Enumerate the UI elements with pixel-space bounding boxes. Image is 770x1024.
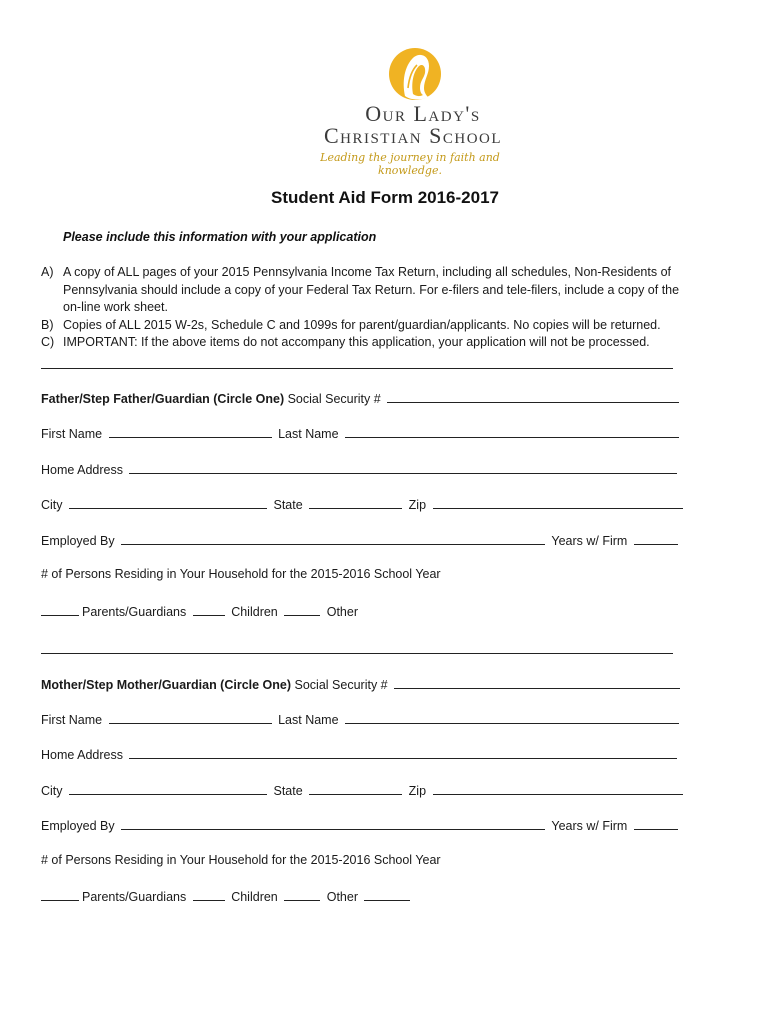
father-zip-field[interactable] xyxy=(433,496,683,509)
mother-parents-field[interactable] xyxy=(41,888,79,901)
father-parents-label: Parents/Guardians xyxy=(82,605,187,619)
mother-last-name-label: Last Name xyxy=(278,713,339,727)
instruction-item xyxy=(41,317,681,335)
mother-persons-row xyxy=(41,888,413,904)
mother-home-address-field[interactable] xyxy=(129,746,677,759)
mother-first-name-field[interactable] xyxy=(109,711,272,724)
mother-children-label: Children xyxy=(231,890,278,904)
father-other-field[interactable] xyxy=(284,603,320,616)
father-first-name-label: First Name xyxy=(41,427,103,441)
instruction-letter: C) xyxy=(41,335,55,349)
father-children-label: Children xyxy=(231,605,278,619)
form-subtitle: Please include this information with your application xyxy=(63,230,377,244)
mother-children-field[interactable] xyxy=(193,888,225,901)
mother-name-row xyxy=(41,711,682,727)
instruction-item xyxy=(41,264,681,317)
father-address-row xyxy=(41,461,680,477)
father-state-field[interactable] xyxy=(309,496,402,509)
mother-home-address-label: Home Address xyxy=(41,748,123,762)
mother-city-row xyxy=(41,782,686,798)
school-logo xyxy=(300,44,520,177)
mother-ssn-label: Social Security # xyxy=(294,678,388,692)
mother-parents-label: Parents/Guardians xyxy=(82,890,187,904)
father-last-name-field[interactable] xyxy=(345,425,679,438)
logo-text-line2: Christian School xyxy=(323,123,503,148)
father-ssn-label: Social Security # xyxy=(287,392,381,406)
mother-other-field[interactable] xyxy=(284,888,320,901)
instruction-text: IMPORTANT: If the above items do not accompany this application, your application will not be processed. xyxy=(63,335,650,349)
father-household-label: # of Persons Residing in Your Household for the 2015-2016 School Year xyxy=(41,567,441,581)
father-home-address-field[interactable] xyxy=(129,461,677,474)
instruction-letter: B) xyxy=(41,317,54,332)
father-name-row xyxy=(41,425,682,441)
section-divider xyxy=(41,653,673,654)
father-household-row xyxy=(41,567,441,581)
mother-zip-field[interactable] xyxy=(433,782,683,795)
instruction-letter: A) xyxy=(41,265,54,279)
section-divider xyxy=(41,368,673,369)
father-persons-row xyxy=(41,603,358,619)
mother-years-field[interactable] xyxy=(634,817,678,830)
father-last-name-label: Last Name xyxy=(278,427,339,441)
father-parents-field[interactable] xyxy=(41,603,79,616)
father-city-row xyxy=(41,496,686,512)
father-employed-by-field[interactable] xyxy=(121,532,545,545)
mother-employed-by-label: Employed By xyxy=(41,819,115,833)
mother-last-name-field[interactable] xyxy=(345,711,679,724)
father-home-address-label: Home Address xyxy=(41,463,123,477)
mother-state-field[interactable] xyxy=(309,782,402,795)
mother-ssn-field[interactable] xyxy=(394,676,680,689)
mother-household-label: # of Persons Residing in Your Household for the 2015-2016 School Year xyxy=(41,853,441,867)
mother-address-row xyxy=(41,746,680,762)
madonna-emblem-icon xyxy=(388,44,442,104)
mother-other-label: Other xyxy=(326,890,358,904)
father-first-name-field[interactable] xyxy=(109,425,272,438)
mother-employer-row xyxy=(41,817,681,833)
father-years-field[interactable] xyxy=(634,532,678,545)
father-city-field[interactable] xyxy=(69,496,267,509)
instruction-item xyxy=(41,334,681,352)
mother-employed-by-field[interactable] xyxy=(121,817,545,830)
instructions-list xyxy=(41,264,681,352)
father-city-label: City xyxy=(41,498,63,512)
form-title: Student Aid Form 2016-2017 xyxy=(271,188,499,207)
father-state-label: State xyxy=(273,498,303,512)
father-ssn-row xyxy=(41,390,682,406)
father-employed-by-label: Employed By xyxy=(41,534,115,548)
logo-text-line1: Our Lady's xyxy=(365,101,481,126)
mother-years-label: Years w/ Firm xyxy=(551,819,628,833)
father-heading: Father/Step Father/Guardian (Circle One) xyxy=(41,392,285,406)
logo-tagline: Leading the journey in faith and knowledge. xyxy=(320,151,500,177)
father-zip-label: Zip xyxy=(408,498,427,512)
mother-ssn-row xyxy=(41,676,683,692)
father-other-label: Other xyxy=(326,605,358,619)
father-ssn-field[interactable] xyxy=(387,390,679,403)
father-employer-row xyxy=(41,532,681,548)
mother-city-field[interactable] xyxy=(69,782,267,795)
mother-other-extra-field[interactable] xyxy=(364,888,410,901)
father-years-label: Years w/ Firm xyxy=(551,534,628,548)
mother-zip-label: Zip xyxy=(408,784,427,798)
mother-household-row xyxy=(41,853,441,867)
mother-city-label: City xyxy=(41,784,63,798)
father-children-field[interactable] xyxy=(193,603,225,616)
mother-state-label: State xyxy=(273,784,303,798)
instruction-text: A copy of ALL pages of your 2015 Pennsylvania Income Tax Return, including all schedules, Non-Residents of Pennsylvania should include a copy of your Federal Tax Return. For e-filers and tele-filers, include a copy of the on-line work sheet. xyxy=(63,265,680,314)
instruction-text: Copies of ALL 2015 W-2s, Schedule C and 1099s for parent/guardian/applicants. No copies will be returned. xyxy=(63,317,661,332)
mother-heading: Mother/Step Mother/Guardian (Circle One) xyxy=(41,678,292,692)
mother-first-name-label: First Name xyxy=(41,713,103,727)
